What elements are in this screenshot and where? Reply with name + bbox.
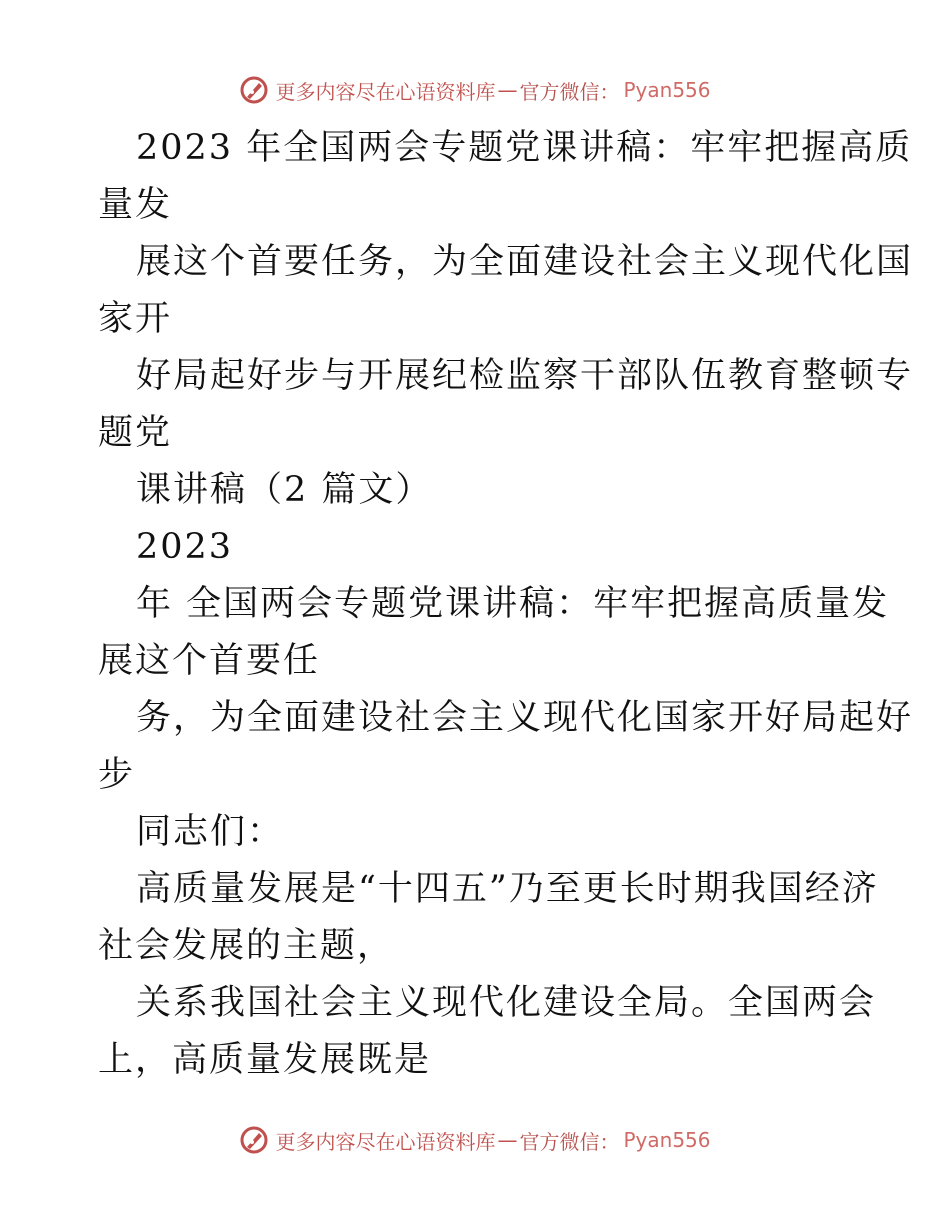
header-banner <box>0 70 950 110</box>
pen-nib-logo-icon <box>239 75 269 105</box>
subtitle-line-1: 年 全国两会专题党课讲稿：牢牢把握高质量发 <box>136 584 890 624</box>
banner-brand: 更多内容尽在心语资料库 <box>275 79 496 104</box>
subtitle-line-2: 展这个首要任 <box>98 641 321 681</box>
body-line-1: 高质量发展是“十四五”乃至更长时期我国经济 <box>136 869 879 909</box>
title-line-3: 展这个首要任务，为全面建设社会主义现代化国 <box>136 242 914 282</box>
title-line-2: 量发 <box>98 185 173 225</box>
banner-wechat-label: 官方微信： <box>519 1129 620 1154</box>
banner-wechat-id: Pyan556 <box>623 78 711 102</box>
title-line-6: 题党 <box>98 413 173 453</box>
title-line-7: 课讲稿（2 篇文） <box>136 470 433 510</box>
subtitle-year: 2023 <box>136 527 234 567</box>
banner-brand: 更多内容尽在心语资料库 <box>275 1129 496 1154</box>
body-line-3: 关系我国社会主义现代化建设全局。全国两会 <box>136 983 877 1023</box>
body-line-2: 社会发展的主题， <box>98 926 395 966</box>
subtitle-line-4: 步 <box>98 755 136 795</box>
pen-nib-logo-icon <box>239 1125 269 1155</box>
body-line-4: 上，高质量发展既是 <box>98 1040 432 1080</box>
banner-wechat-label: 官方微信： <box>519 79 620 104</box>
subtitle-line-3: 务，为全面建设社会主义现代化国家开好局起好 <box>136 698 914 738</box>
title-line-1: 2023 年全国两会专题党课讲稿：牢牢把握高质 <box>136 128 913 168</box>
salutation: 同志们： <box>136 812 285 852</box>
banner-dash: — <box>497 78 518 102</box>
banner-dash: — <box>497 1128 518 1152</box>
footer-banner <box>0 1120 950 1160</box>
title-line-5: 好局起好步与开展纪检监察干部队伍教育整顿专 <box>136 356 914 396</box>
title-line-4: 家开 <box>98 299 173 339</box>
banner-wechat-id: Pyan556 <box>623 1128 711 1152</box>
